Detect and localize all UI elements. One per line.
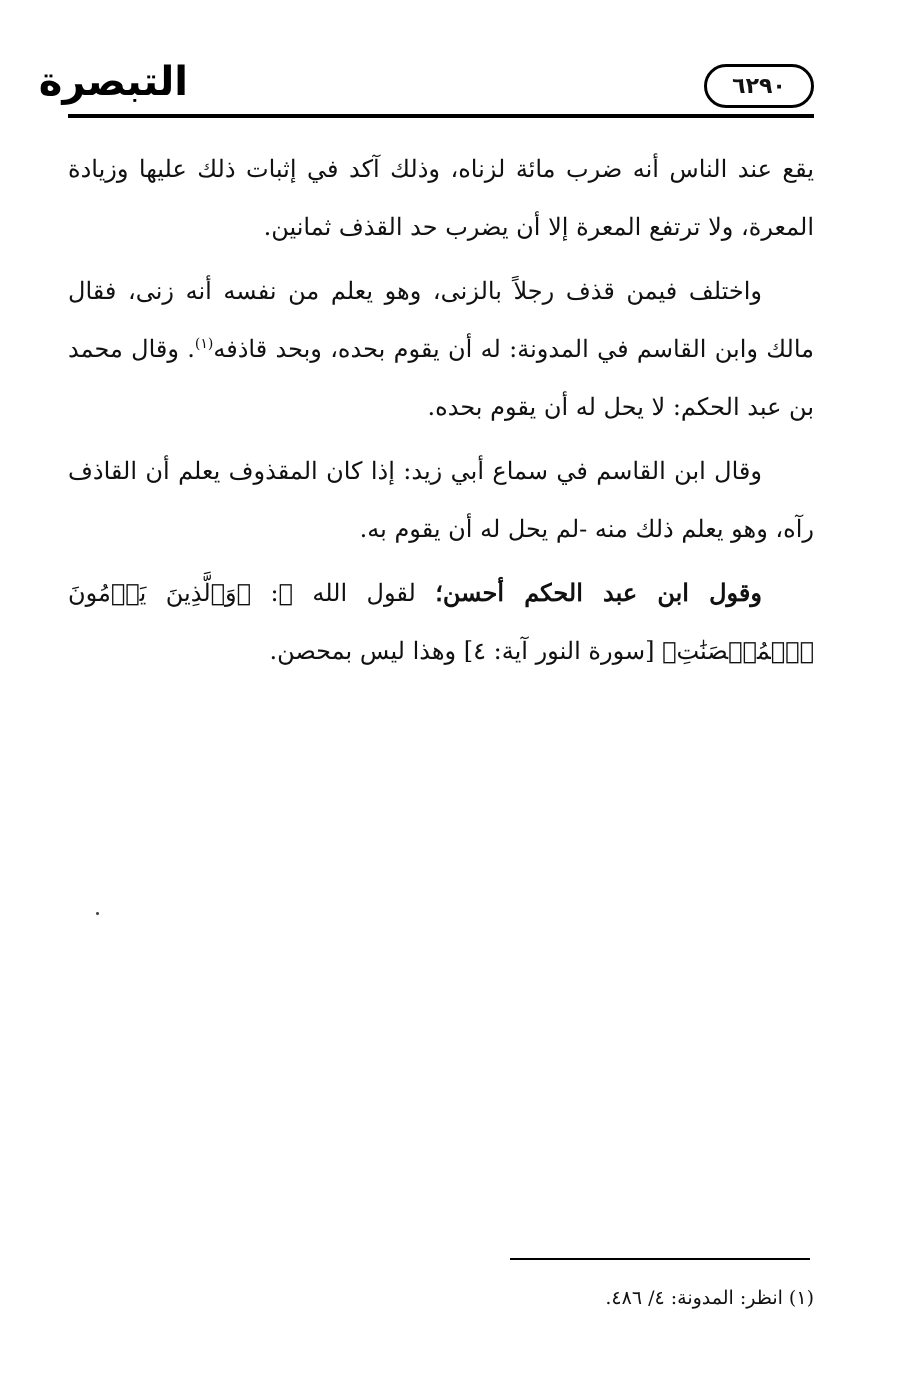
paragraph-1-text: يقع عند الناس أنه ضرب مائة لزناه، وذلك آكد في إثبات ذلك عليها وزيادة المعرة، ولا ترتفع المعرة إلا أن يضرب حد القذف ثمانين. — [68, 155, 814, 241]
page-header — [38, 52, 814, 122]
footnote-reference: (١) — [194, 336, 214, 352]
paragraph-4-text: لقول الله ﷻ: ﴿وَٱلَّذِينَ يَرۡمُونَ ٱلۡمُحۡصَنَٰتِ﴾ [سورة النور آية: ٤] وهذا ليس بمحصن. — [68, 579, 814, 665]
header-rule — [68, 114, 814, 118]
footnote: (١) انظر: المدونة: ٤/ ٤٨٦. — [605, 1287, 814, 1309]
footnote-rule — [510, 1258, 810, 1260]
paragraph-2-text-after: . وقال محمد بن عبد الحكم: لا يحل له أن يقوم بحده. — [68, 335, 814, 421]
paragraph-2-text-before: واختلف فيمن قذف رجلاً بالزنى، وهو يعلم من نفسه أنه زنى، فقال مالك وابن القاسم في المدونة: له أن يقوم بحده، وبحد قاذفه — [68, 277, 814, 363]
page-number: ٦٢٩٠ — [704, 64, 814, 108]
book-title: التبصرة — [38, 59, 188, 105]
paragraph-4-bold-text: وقول ابن عبد الحكم أحسن؛ — [435, 578, 762, 607]
paragraph-4 — [68, 564, 814, 680]
paragraph-1 — [68, 140, 814, 256]
paragraph-3-text: وقال ابن القاسم في سماع أبي زيد: إذا كان المقذوف يعلم أن القاذف رآه، وهو يعلم ذلك منه -لم يحل له أن يقوم به. — [68, 457, 814, 543]
paragraph-3 — [68, 442, 814, 558]
page-speck — [96, 912, 99, 915]
paragraph-2 — [68, 262, 814, 436]
body-text — [68, 140, 814, 686]
